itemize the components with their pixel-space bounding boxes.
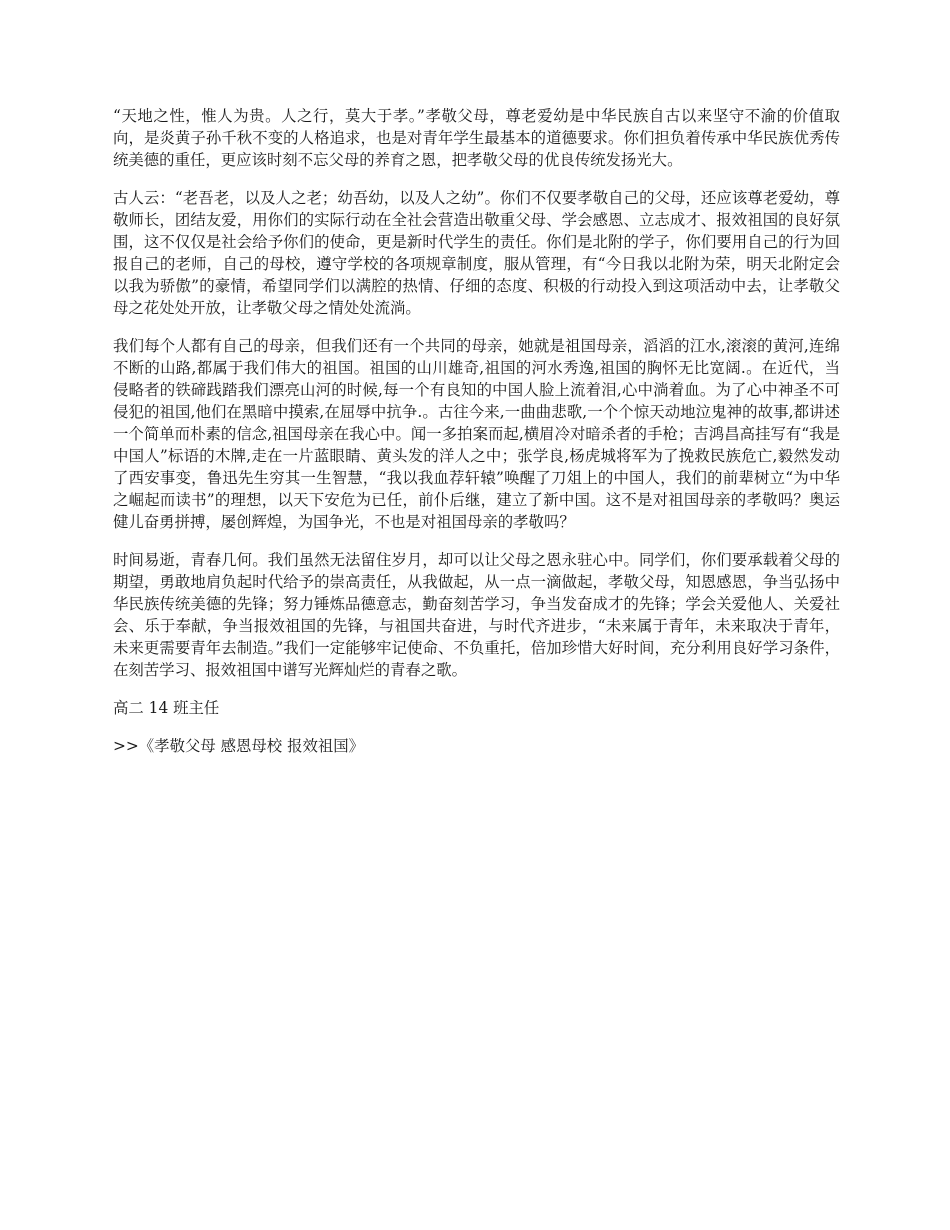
paragraph-respect-elders: 古人云：“老吾老，以及人之老；幼吾幼，以及人之幼”。你们不仅要孝敬自己的父母，还应该尊老爱幼，尊敬师长，团结友爱，用你们的实际行动在全社会营造出敬重父母、学会感恩、立志成才、报效祖国的良好氛围，这不仅仅是社会给予你们的使命，更是新时代学生的责任。你们是北附的学子，你们要用自己的行为回报自己的老师，自己的母校，遵守学校的各项规章制度，服从管理，有“今日我以北附为荣，明天北附定会以我为骄傲”的豪情，希望同学们以满腔的热情、仔细的态度、积极的行动投入到这项活动中去，让孝敬父母之花处处开放，让孝敬父母之情处处流淌。 bbox=[113, 189, 840, 317]
author-signature: 高二 14 班主任 bbox=[113, 699, 220, 717]
document-page bbox=[113, 105, 840, 757]
related-article-link[interactable]: >>《孝敬父母 感恩母校 报效祖国》 bbox=[113, 737, 365, 755]
paragraph-motherland: 我们每个人都有自己的母亲，但我们还有一个共同的母亲，她就是祖国母亲，滔滔的江水,滚滚的黄河,连绵不断的山路,都属于我们伟大的祖国。祖国的山川雄奇,祖国的河水秀逸,祖国的胸怀无比宽阔.。在近代，当侵略者的铁碲践踏我们漂亮山河的时候,每一个有良知的中国人脸上流着泪,心中淌着血。为了心中神圣不可侵犯的祖国,他们在黑暗中摸索,在屈辱中抗争.。古往今来,一曲曲悲歌,一个个惊天动地泣鬼神的故事,都讲述一个简单而朴素的信念,祖国母亲在我心中。闻一多拍案而起,横眉冷对暗杀者的手枪；吉鸿昌高挂写有“我是中国人”标语的木牌,走在一片蓝眼睛、黄头发的洋人之中；张学良,杨虎城将军为了挽救民族危亡,毅然发动了西安事变，鲁迅先生穷其一生智慧，“我以我血荐轩辕”唤醒了刀俎上的中国人，我们的前辈树立“为中华之崛起而读书”的理想，以天下安危为已任，前仆后继，建立了新中国。这不是对祖国母亲的孝敬吗？奥运健儿奋勇拼搏，屡创辉煌，为国争光，不也是对祖国母亲的孝敬吗？ bbox=[113, 337, 840, 531]
paragraph-filial-piety-intro: “天地之性，惟人为贵。人之行，莫大于孝。”孝敬父母，尊老爱幼是中华民族自古以来坚守不渝的价值取向，是炎黄子孙千秋不变的人格追求，也是对青年学生最基本的道德要求。你们担负着传承中华民族优秀传统美德的重任，更应该时刻不忘父母的养育之恩，把孝敬父母的优良传统发扬光大。 bbox=[113, 107, 840, 169]
paragraph-youth-responsibility: 时间易逝，青春几何。我们虽然无法留住岁月，却可以让父母之恩永驻心中。同学们，你们要承载着父母的期望，勇敢地肩负起时代给予的崇高责任，从我做起，从一点一滴做起，孝敬父母，知恩感恩，争当弘扬中华民族传统美德的先锋；努力锤炼品德意志，勤奋刻苦学习，争当发奋成才的先锋；学会关爱他人、关爱社会、乐于奉献，争当报效祖国的先锋，与祖国共奋进，与时代齐进步，“未来属于青年，未来取决于青年，未来更需要青年去制造。”我们一定能够牢记使命、不负重托，倍加珍惜大好时间，充分利用良好学习条件，在刻苦学习、报效祖国中谱写光辉灿烂的青春之歌。 bbox=[113, 551, 840, 679]
